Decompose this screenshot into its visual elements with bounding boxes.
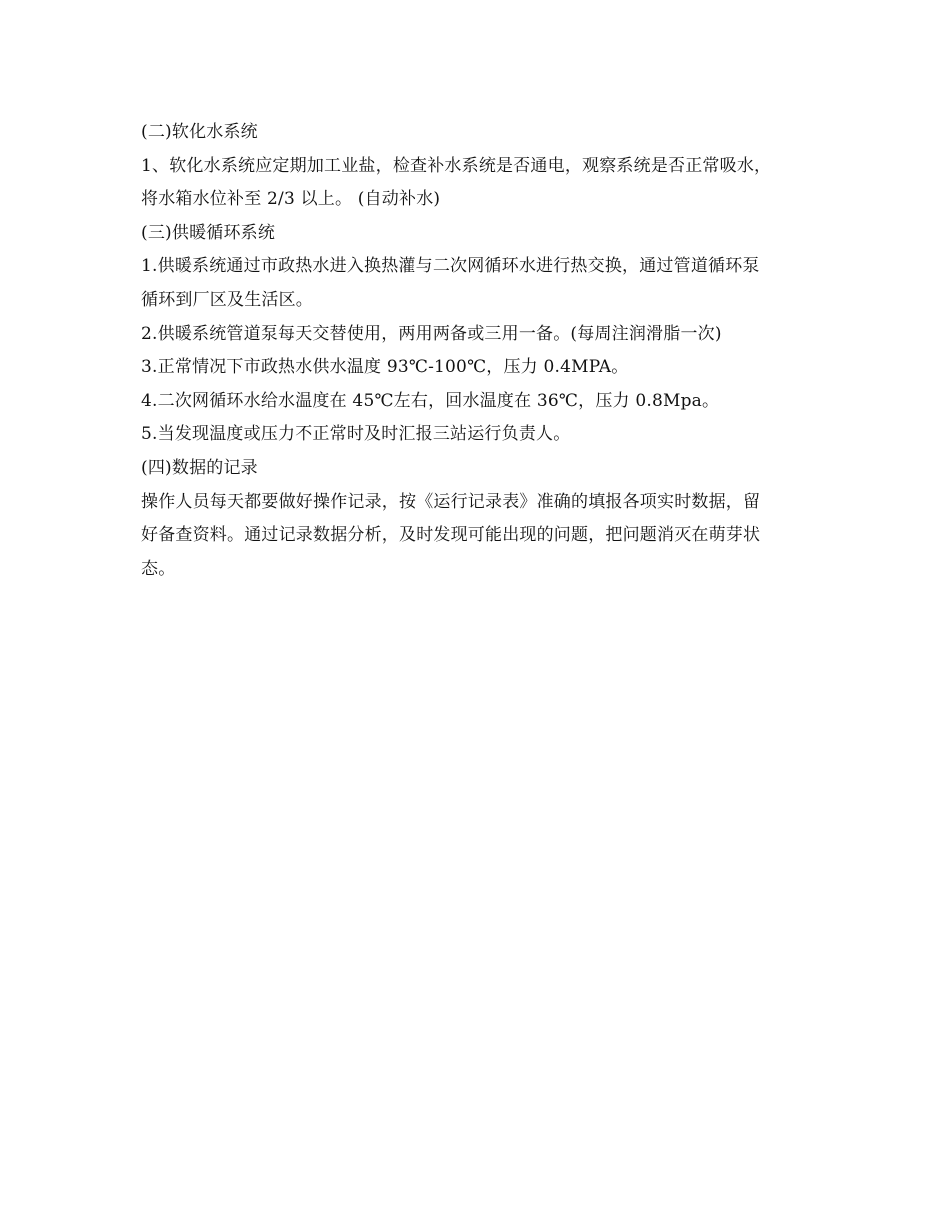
paragraph-line: 2.供暖系统管道泵每天交替使用，两用两备或三用一备。(每周注润滑脂一次) bbox=[141, 323, 722, 344]
paragraph-line: 5.当发现温度或压力不正常时及时汇报三站运行负责人。 bbox=[141, 424, 571, 445]
paragraph-line: 将水箱水位补至 2/3 以上。 (自动补水) bbox=[141, 189, 441, 210]
paragraph-line: 态。 bbox=[141, 558, 176, 579]
paragraph-line: 3.正常情况下市政热水供水温度 93℃-100℃，压力 0.4MPA。 bbox=[141, 357, 629, 378]
paragraph-line: 1、软化水系统应定期加工业盐，检查补水系统是否通电，观察系统是否正常吸水， bbox=[141, 155, 772, 176]
paragraph-line: 1.供暖系统通过市政热水进入换热灌与二次网循环水进行热交换，通过管道循环泵 bbox=[141, 256, 760, 277]
paragraph-line: 循环到厂区及生活区。 bbox=[141, 289, 313, 310]
document-body bbox=[141, 116, 831, 586]
paragraph-line: 4.二次网循环水给水温度在 45℃左右，回水温度在 36℃，压力 0.8Mpa。 bbox=[141, 390, 720, 411]
paragraph-line: 操作人员每天都要做好操作记录，按《运行记录表》准确的填报各项实时数据，留 bbox=[141, 491, 761, 512]
section-heading-data-records: (四)数据的记录 bbox=[141, 457, 258, 478]
section-heading-heating-circulation: (三)供暖循环系统 bbox=[141, 222, 276, 243]
section-heading-softened-water: (二)软化水系统 bbox=[141, 122, 258, 142]
paragraph-line: 好备查资料。通过记录数据分析，及时发现可能出现的问题，把问题消灭在萌芽状 bbox=[141, 525, 761, 546]
